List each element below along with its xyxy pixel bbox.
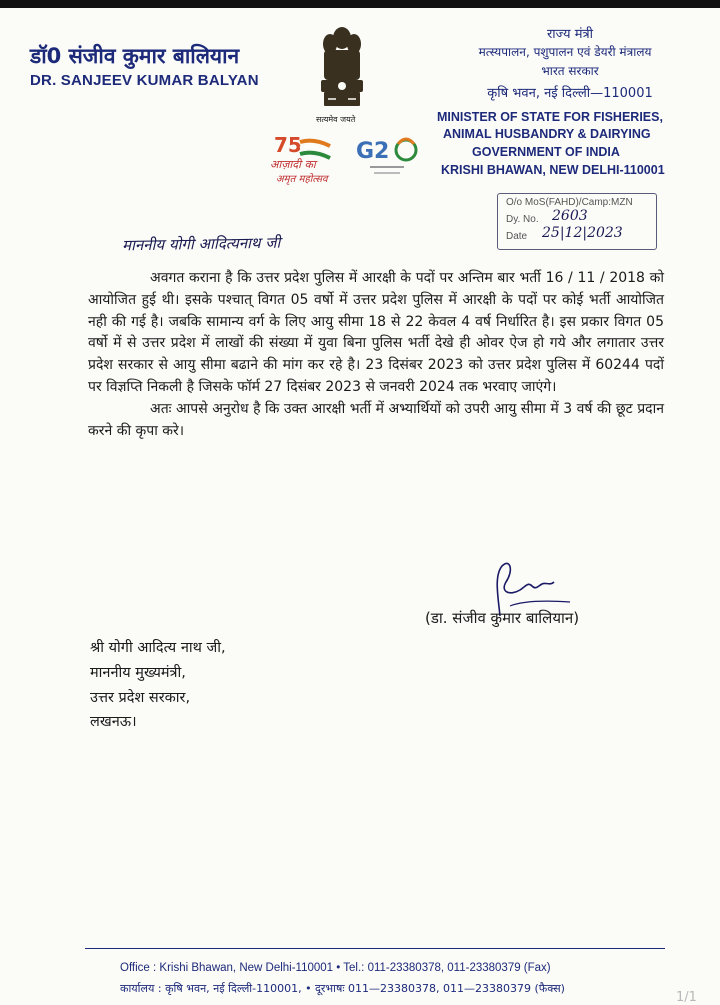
svg-text:G2: G2: [356, 139, 390, 164]
minister-name-hindi: डॉ0 संजीव कुमार बालियान: [30, 44, 240, 68]
ministry-english: ANIMAL HUSBANDRY & DAIRYING: [443, 127, 651, 141]
address-hindi: कृषि भवन, नई दिल्ली—110001: [487, 86, 653, 101]
addressee-line-1: श्री योगी आदित्य नाथ जी,: [90, 640, 226, 656]
addressee-line-4: लखनऊ।: [90, 714, 137, 730]
stamp-date-value: 25|12|2023: [542, 225, 623, 241]
footer-english: Office : Krishi Bhawan, New Delhi-110001 • Tel.: 011-23380378, 011-23380379 (Fax): [120, 962, 551, 974]
government-english: GOVERNMENT OF INDIA: [472, 145, 620, 159]
government-hindi: भारत सरकार: [541, 64, 599, 78]
signatory-name: (डा. संजीव कुमार बालियान): [425, 609, 580, 627]
g20-logo-icon: [356, 134, 420, 184]
stamp-office: O/o MoS(FAHD)/Camp:MZN: [506, 197, 633, 208]
svg-text:75: 75: [274, 133, 302, 157]
national-emblem-icon: [318, 24, 366, 114]
stamp-dy-label: Dy. No.: [506, 214, 539, 225]
addressee-line-3: उत्तर प्रदेश सरकार,: [90, 690, 191, 706]
letter-body: [88, 268, 664, 442]
designation-hindi: राज्य मंत्री: [546, 27, 594, 42]
ministry-hindi: मत्स्यपालन, पशुपालन एवं डेयरी मंत्रालय: [478, 45, 652, 59]
body-paragraph-1: अवगत कराना है कि उत्तर प्रदेश पुलिस में आरक्षी के पदों पर अन्तिम बार भर्ती 16 / 11 / 2018 को आयोजित हुई थी। इसके पश्चात् विगत 05 वर्षो में उत्तर प्रदेश पुलिस में आरक्षी के पदों पर कोई भर्ती आयोजित नही की गई है। जबकि सामान्य वर्ग के लिए आयु सीमा 18 से 22 केवल 4 वर्ष निर्धारित है। इस प्रकार विगत 05 वर्षो में से उत्तर प्रदेश में लाखों की संख्या में युवा बिना पुलिस भर्ती देखे ही ओवर ऐज हो गये और लगातार उत्तर प्रदेश सरकार से आयु सीमा बढाने की मांग कर रहे है। 23 दिसंबर 2023 को उत्तर प्रदेश पुलिस में 60244 पदों पर विज्ञप्ति निकली है जिसके फॉर्म 27 दिसंबर 2023 से जनवरी 2024 तक भरवाए जाएंगे।: [88, 270, 664, 395]
designation-english: MINISTER OF STATE FOR FISHERIES,: [437, 110, 663, 124]
handwritten-salutation: माननीय योगी आदित्यनाथ जी: [121, 233, 281, 255]
stamp-dy-number: 2603: [552, 208, 588, 224]
top-edge-bar: [0, 0, 720, 8]
footer-divider: [85, 948, 665, 949]
azadi-logo-text-1: आज़ादी का: [270, 158, 316, 171]
azadi-logo-text-2: अमृत महोत्सव: [276, 174, 328, 185]
addressee-line-2: माननीय मुख्यमंत्री,: [90, 665, 186, 681]
diary-stamp: [497, 193, 657, 250]
stamp-date-label: Date: [506, 231, 528, 242]
minister-name-english: DR. SANJEEV KUMAR BALYAN: [30, 72, 259, 89]
address-english: KRISHI BHAWAN, NEW DELHI-110001: [441, 163, 665, 177]
body-paragraph-2: अतः आपसे अनुरोध है कि उक्त आरक्षी भर्ती में अभ्यार्थियों को उपरी आयु सीमा में 3 वर्ष की छूट प्रदान करने की कृपा करे।: [88, 400, 664, 439]
footer-hindi: कार्यालय : कृषि भवन, नई दिल्ली-110001, • दूरभाषः 011—23380378, 011—23380379 (फैक्स): [120, 982, 565, 995]
page-number: 1/1: [676, 990, 697, 1005]
emblem-motto: सत्यमेव जयते: [316, 115, 356, 124]
